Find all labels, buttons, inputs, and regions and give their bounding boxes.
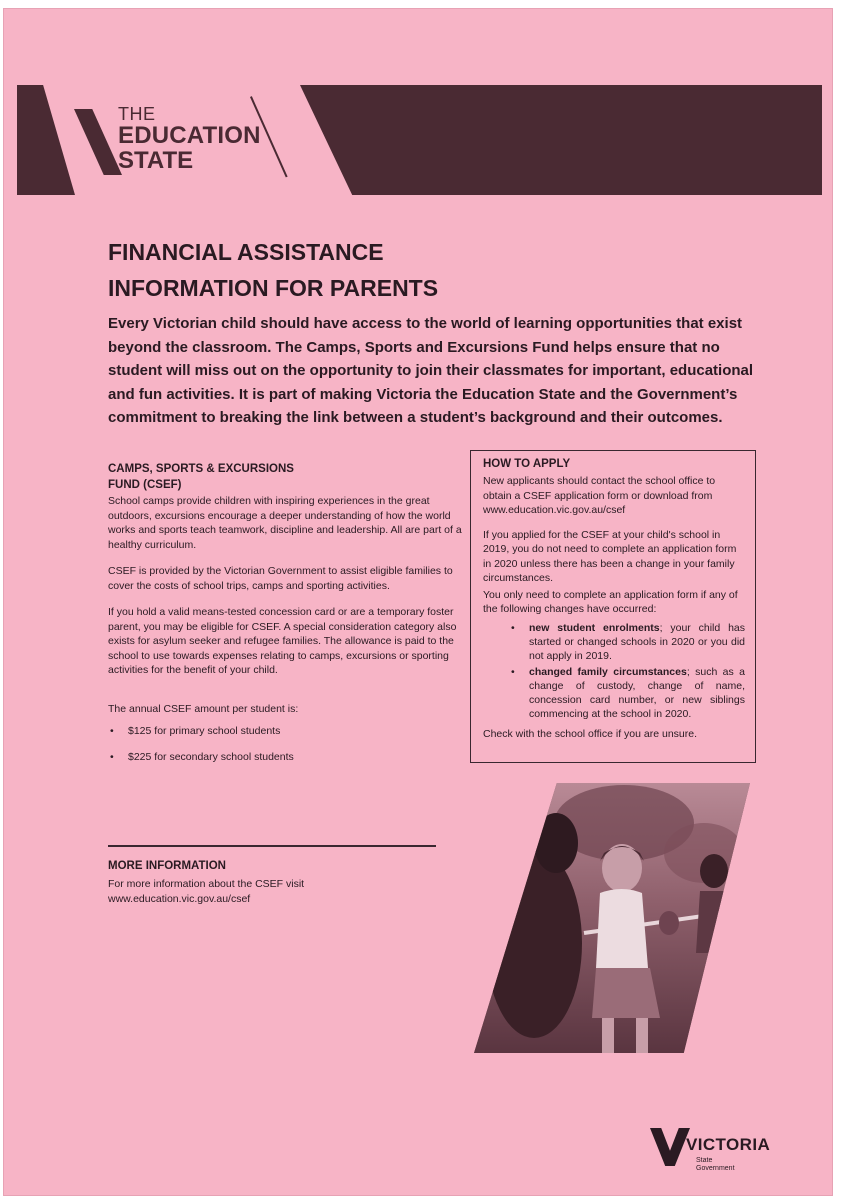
- header-left-wedge: [17, 85, 75, 195]
- children-tug-of-war-photo: [474, 783, 750, 1053]
- logo-text: [118, 105, 261, 173]
- list-item-text: ; your child has started or changed schools in 2020 or you did not apply in 2019.: [529, 621, 745, 662]
- flyer-page: [3, 8, 833, 1196]
- list-item: • $125 for primary school students: [108, 724, 464, 738]
- victoria-v-mark: [650, 1128, 690, 1166]
- logo-state: STATE: [118, 147, 194, 174]
- change-list: [483, 621, 745, 721]
- csef-heading: CAMPS, SPORTS & EXCURSIONS FUND (CSEF): [108, 463, 294, 491]
- victoria-name: VICTORIA: [686, 1135, 771, 1154]
- csef-paragraph-1: School camps provide children with inspiring experiences in the great outdoors, excursions encourage a deeper understanding of how the world works and sports teach teamwork, discipline and leadership. All are part of a healthy curriculum.: [108, 495, 462, 551]
- how-to-apply-paragraph-3: You only need to complete an application form if any of the following changes have occurred:: [483, 588, 738, 615]
- victoria-sub-line-2: Government: [696, 1165, 735, 1172]
- list-item-bold: changed family circumstances: [529, 665, 687, 678]
- how-to-apply-paragraph-1: New applicants should contact the school office to obtain a CSEF application form or download from www.education.vic.gov.au/csef: [483, 475, 716, 516]
- list-item-text: ; such as a change of custody, change of name, concession card number, or new siblings commencing at the school in 2020.: [529, 665, 745, 720]
- how-to-apply-paragraph-4: Check with the school office if you are unsure.: [483, 727, 698, 740]
- list-item: [511, 665, 745, 721]
- photo-illustration: [474, 783, 750, 1053]
- logo-slash-mark: [74, 109, 122, 175]
- how-to-apply-paragraph-2: If you applied for the CSEF at your child's school in 2019, you do not need to complete an application form in 2020 unless there has been a change in your family circumstances.: [483, 528, 737, 584]
- victoria-subtitle: [696, 1157, 735, 1173]
- list-item-bold: new student enrolments: [529, 621, 660, 634]
- more-info-heading: MORE INFORMATION: [108, 860, 226, 872]
- csef-amount-intro: The annual CSEF amount per student is:: [108, 702, 299, 715]
- logo-education: EDUCATION: [118, 122, 261, 149]
- more-info-section: [108, 858, 408, 906]
- csef-paragraph-3: If you hold a valid means-tested concession card or are a temporary foster parent, you may be eligible for CSEF. A special consideration category also exists for asylum seeker and refugee families. The allowance is paid to the school to use towards expenses relating to camps, excursions or sporting activities for the benefit of your child.: [108, 606, 457, 676]
- more-info-text: For more information about the CSEF visit: [108, 878, 305, 890]
- csef-amount-list: [108, 724, 464, 764]
- education-state-logo: [74, 105, 294, 185]
- csef-section: [108, 461, 464, 776]
- list-item: • $225 for secondary school students: [108, 750, 464, 764]
- csef-paragraph-2: CSEF is provided by the Victorian Government to assist eligible families to cover the costs of school trips, camps and sporting activities.: [108, 565, 453, 592]
- more-info-url: www.education.vic.gov.au/csef: [108, 892, 251, 905]
- victoria-government-logo: [650, 1124, 771, 1184]
- logo-the: THE: [118, 104, 156, 124]
- how-to-apply-box: [470, 450, 756, 763]
- intro-paragraph: Every Victorian child should have access to the world of learning opportunities that exist beyond the classroom. The Camps, Sports and Excursions Fund helps ensure that no student will miss out on the opportunity to join their classmates for important, educational and fun activities. It is part of making Victoria the Education State and the Government’s commitment to breaking the link between a student’s background and their outcomes.: [108, 315, 754, 426]
- list-item: [511, 621, 745, 663]
- section-divider: [108, 845, 436, 847]
- how-to-apply-heading: HOW TO APPLY: [483, 458, 571, 470]
- header-banner: [300, 85, 822, 195]
- victoria-sub-line-1: State: [696, 1157, 713, 1164]
- page-subtitle: INFORMATION FOR PARENTS: [108, 275, 439, 301]
- page-title: FINANCIAL ASSISTANCE: [108, 239, 384, 265]
